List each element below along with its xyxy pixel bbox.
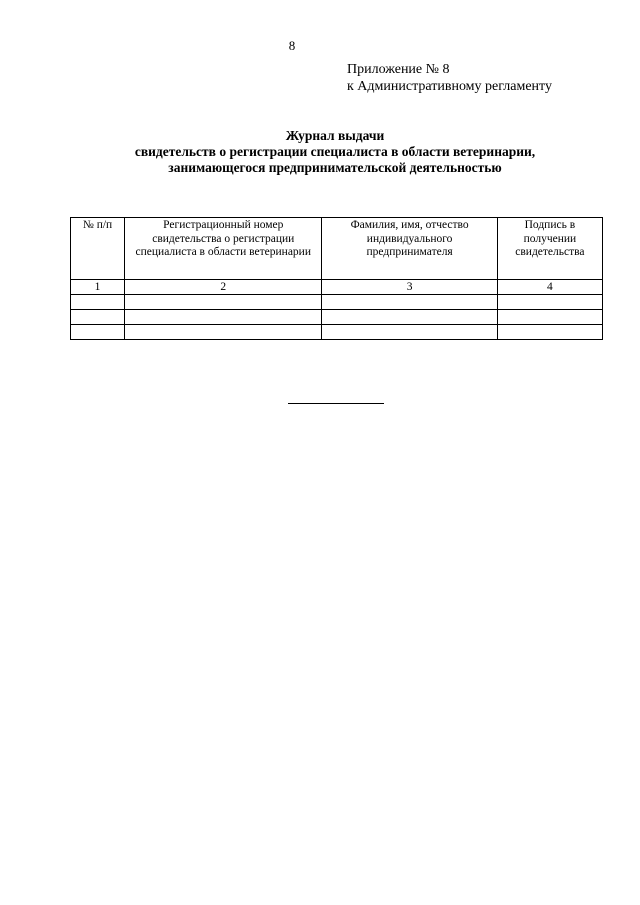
table-cell bbox=[125, 295, 322, 310]
table-cell bbox=[497, 295, 602, 310]
table-cell bbox=[71, 325, 125, 340]
table-cell bbox=[497, 325, 602, 340]
table-row bbox=[71, 310, 603, 325]
column-number: 1 bbox=[71, 280, 125, 295]
table-cell bbox=[125, 325, 322, 340]
header-signature: Подпись в получении свидетельства bbox=[497, 218, 602, 280]
table-cell bbox=[322, 295, 497, 310]
appendix-line-1: Приложение № 8 bbox=[347, 62, 450, 77]
appendix-note bbox=[347, 61, 552, 95]
document-title bbox=[60, 128, 610, 176]
header-registration-number: Регистрационный номер свидетельства о регистрации специалиста в области ветеринарии bbox=[125, 218, 322, 280]
table-row bbox=[71, 325, 603, 340]
table-header-row bbox=[71, 218, 603, 280]
table-cell bbox=[322, 310, 497, 325]
title-line-2: свидетельств о регистрации специалиста в области ветеринарии, bbox=[134, 144, 536, 159]
table-cell bbox=[71, 310, 125, 325]
header-number: № п/п bbox=[71, 218, 125, 280]
column-number: 4 bbox=[497, 280, 602, 295]
title-line-3: занимающегося предпринимательской деятельностью bbox=[168, 160, 502, 175]
table-cell bbox=[71, 295, 125, 310]
column-number: 2 bbox=[125, 280, 322, 295]
end-divider bbox=[288, 403, 384, 404]
table-cell bbox=[497, 310, 602, 325]
column-number: 3 bbox=[322, 280, 497, 295]
table-cell bbox=[125, 310, 322, 325]
column-number-row bbox=[71, 280, 603, 295]
header-full-name: Фамилия, имя, отчество индивидуального предпринимателя bbox=[322, 218, 497, 280]
table-row bbox=[71, 295, 603, 310]
journal-table bbox=[70, 217, 603, 340]
table-cell bbox=[322, 325, 497, 340]
page-number: 8 bbox=[288, 38, 296, 53]
title-line-1: Журнал выдачи bbox=[285, 128, 385, 143]
appendix-line-2: к Административному регламенту bbox=[347, 79, 552, 94]
